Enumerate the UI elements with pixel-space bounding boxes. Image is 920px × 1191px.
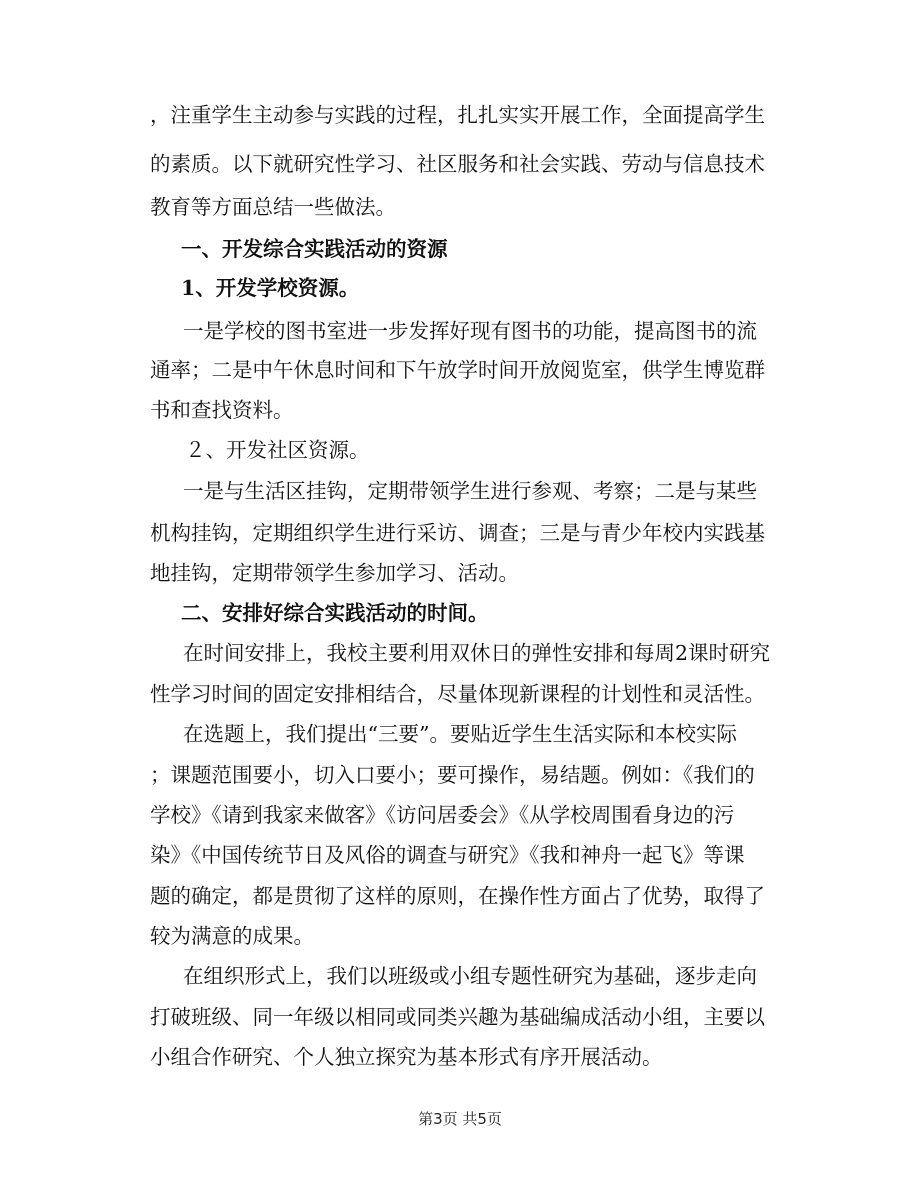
paragraph-line: 染》《中国传统节日及风俗的调查与研究》《我和神舟一起飞》等课 [150, 843, 745, 867]
section-heading: 一、开发综合实践活动的资源 [181, 237, 448, 261]
paragraph-line: 性学习时间的固定安排相结合，尽量体现新课程的计划性和灵活性。 [150, 682, 765, 706]
sub-heading: 1、开发学校资源。 [181, 276, 360, 300]
paragraph-line: 一是与生活区挂钩，定期带领学生进行参观、考察；二是与某些 [183, 479, 757, 503]
paragraph-line: 打破班级、同一年级以相同或同类兴趣为基础编成活动小组，主要以 [150, 1005, 765, 1029]
sub-heading: ２、开发社区资源。 [185, 438, 370, 462]
paragraph-line: 在选题上，我们提出“三要”。要贴近学生生活实际和本校实际 [183, 722, 737, 746]
paragraph-line: 机构挂钩，定期组织学生进行采访、调查；三是与青少年校内实践基 [150, 521, 765, 545]
paragraph-line: 在时间安排上，我校主要利用双休日的弹性安排和每周2课时研究 [183, 641, 771, 665]
paragraph-line: ，注重学生主动参与实践的过程，扎扎实实开展工作，全面提高学生 [150, 103, 765, 127]
paragraph-line: 教育等方面总结一些做法。 [150, 195, 396, 219]
section-heading: 二、安排好综合实践活动的时间。 [181, 601, 489, 625]
paragraph-line: 的素质。以下就研究性学习、社区服务和社会实践、劳动与信息技术 [150, 152, 765, 176]
paragraph-line: 通率；二是中午休息时间和下午放学时间开放阅览室，供学生博览群 [150, 358, 765, 382]
page-number-footer: 第3页 共5页 [418, 1110, 502, 1128]
paragraph-line: 书和查找资料。 [150, 398, 294, 422]
paragraph-line: 较为满意的成果。 [150, 924, 314, 948]
paragraph-line: 学校》《请到我家来做客》《访问居委会》《从学校周围看身边的污 [150, 803, 735, 827]
paragraph-line: 在组织形式上，我们以班级或小组专题性研究为基础，逐步走向 [183, 964, 757, 988]
paragraph-line: 地挂钩，定期带领学生参加学习、活动。 [150, 561, 519, 585]
paragraph-line: 小组合作研究、个人独立探究为基本形式有序开展活动。 [150, 1045, 663, 1069]
paragraph-line: 题的确定，都是贯彻了这样的原则，在操作性方面占了优势，取得了 [150, 884, 765, 908]
paragraph-line: ；课题范围要小，切入口要小；要可操作，易结题。例如：《我们的 [150, 763, 755, 787]
paragraph-line: 一是学校的图书室进一步发挥好现有图书的功能，提高图书的流 [183, 319, 757, 343]
